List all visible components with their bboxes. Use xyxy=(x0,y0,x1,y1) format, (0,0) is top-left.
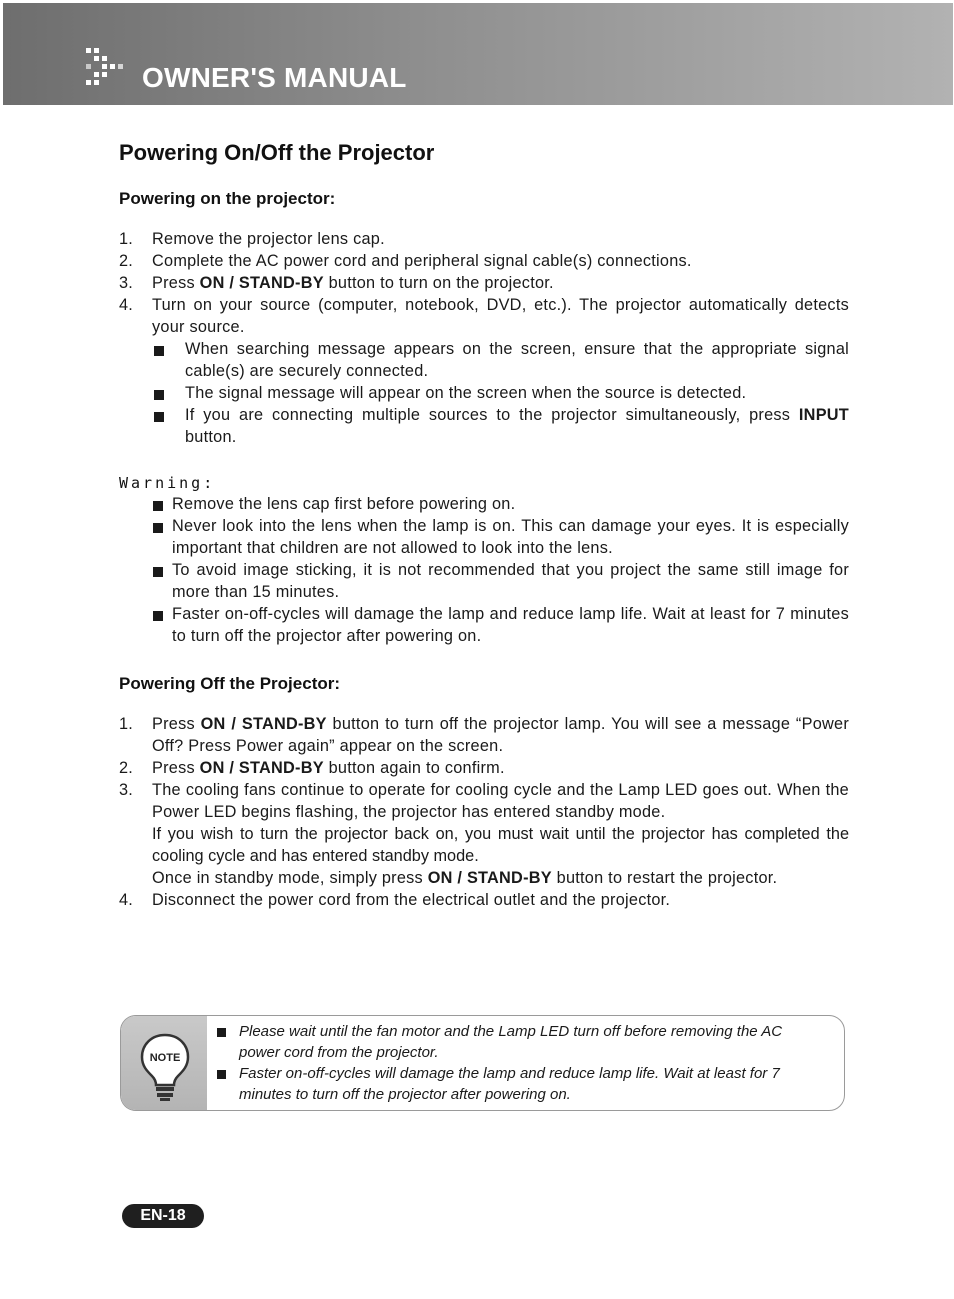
step-number: 1. xyxy=(119,715,134,733)
step-number: 2. xyxy=(119,759,134,777)
square-bullet-icon xyxy=(154,412,164,422)
powering-off-heading: Powering Off the Projector: xyxy=(119,674,341,693)
powering-off-steps xyxy=(119,713,849,911)
step-extra-text: If you wish to turn the projector back on, you must wait until the projector has completed the cooling cycle and has entered standby mode. xyxy=(152,825,849,865)
warning-text: Faster on-off-cycles will damage the lamp and reduce lamp life. Wait at least for 7 minutes to turn off the projector after powering on. xyxy=(172,605,849,645)
step-text-post: button to turn off the projector lamp. You will see a message “Power Off? Press Power again” appear on the screen. xyxy=(152,715,849,755)
warning-item xyxy=(153,559,849,603)
page-number-badge: EN-18 xyxy=(122,1204,204,1228)
bullet-item xyxy=(152,382,849,404)
step-text-pre: Press xyxy=(152,759,200,777)
powering-on-heading: Powering on the projector: xyxy=(119,189,336,208)
step-number: 1. xyxy=(119,230,134,248)
warning-item xyxy=(153,493,849,515)
lightbulb-note-icon xyxy=(139,1032,191,1102)
step-1 xyxy=(119,713,849,757)
square-bullet-icon xyxy=(217,1070,226,1079)
warning-list xyxy=(153,493,849,647)
bullet-text-pre: If you are connecting multiple sources to the projector simultaneously, press xyxy=(185,406,799,424)
step-text-bold: ON / STAND-BY xyxy=(199,274,324,292)
bullet-item xyxy=(152,404,849,448)
step-extra-pre: Once in standby mode, simply press xyxy=(152,869,428,887)
step-text-bold: ON / STAND-BY xyxy=(199,759,324,777)
step-text: Remove the projector lens cap. xyxy=(152,230,385,248)
step-text-pre: Press xyxy=(152,274,200,292)
step-3 xyxy=(119,272,849,294)
header-title: OWNER'S MANUAL xyxy=(142,62,407,93)
step-number: 3. xyxy=(119,274,134,292)
step-4 xyxy=(119,294,849,448)
square-bullet-icon xyxy=(153,611,163,621)
step-number: 4. xyxy=(119,296,134,314)
step-extra-bold: ON / STAND-BY xyxy=(427,869,552,887)
note-text: Please wait until the fan motor and the Lamp LED turn off before removing the AC power cord from the projector. xyxy=(239,1023,783,1061)
step-number: 2. xyxy=(119,252,134,270)
step-3 xyxy=(119,779,849,889)
square-bullet-icon xyxy=(154,390,164,400)
square-bullet-icon xyxy=(153,523,163,533)
powering-on-steps xyxy=(119,228,849,448)
step-text-post: button to turn on the projector. xyxy=(323,274,554,292)
square-bullet-icon xyxy=(154,346,164,356)
step-extra-post: button to restart the projector. xyxy=(551,869,778,887)
step-text: The cooling fans continue to operate for cooling cycle and the Lamp LED goes out. When the Power LED begins flashing, the projector has entered standby mode. xyxy=(152,781,849,821)
step-text: Turn on your source (computer, notebook, DVD, etc.). The projector automatically detects your source. xyxy=(152,296,849,336)
warning-text: Remove the lens cap first before powering on. xyxy=(172,495,516,513)
bullet-text-post: button. xyxy=(185,428,237,446)
step-text: Disconnect the power cord from the electrical outlet and the projector. xyxy=(152,891,671,909)
step-text-pre: Press xyxy=(152,715,201,733)
note-box xyxy=(120,1015,845,1111)
step-2 xyxy=(119,250,849,272)
step-2 xyxy=(119,757,849,779)
step-text-post: button again to confirm. xyxy=(323,759,505,777)
source-bullets xyxy=(152,338,849,448)
chevron-squares-logo xyxy=(84,46,128,90)
bullet-text: The signal message will appear on the screen when the source is detected. xyxy=(185,384,747,402)
step-text: Complete the AC power cord and peripheral signal cable(s) connections. xyxy=(152,252,692,270)
step-1 xyxy=(119,228,849,250)
note-item xyxy=(217,1021,827,1063)
step-4 xyxy=(119,889,849,911)
warning-text: Never look into the lens when the lamp is on. This can damage your eyes. It is especially important that children are not allowed to look into the lens. xyxy=(172,517,849,557)
section-title: Powering On/Off the Projector xyxy=(119,140,435,165)
bullet-text-bold: INPUT xyxy=(798,406,849,424)
square-bullet-icon xyxy=(153,501,163,511)
warning-item xyxy=(153,515,849,559)
step-text-bold: ON / STAND-BY xyxy=(200,715,327,733)
step-number: 4. xyxy=(119,891,134,909)
warning-item xyxy=(153,603,849,647)
square-bullet-icon xyxy=(217,1028,226,1037)
note-list xyxy=(217,1021,827,1105)
note-side-panel xyxy=(121,1016,207,1110)
note-item xyxy=(217,1063,827,1105)
bullet-text: When searching message appears on the screen, ensure that the appropriate signal cable(s) are securely connected. xyxy=(185,340,849,380)
warning-label: Warning: xyxy=(119,474,216,492)
note-text: Faster on-off-cycles will damage the lamp and reduce lamp life. Wait at least for 7 minutes to turn off the projector after powering on. xyxy=(239,1065,780,1103)
note-icon-label: NOTE xyxy=(149,1052,181,1064)
step-number: 3. xyxy=(119,781,134,799)
warning-text: To avoid image sticking, it is not recommended that you project the same still image for more than 15 minutes. xyxy=(172,561,849,601)
bullet-item xyxy=(152,338,849,382)
step-extra-text-2 xyxy=(152,867,849,889)
square-bullet-icon xyxy=(153,567,163,577)
